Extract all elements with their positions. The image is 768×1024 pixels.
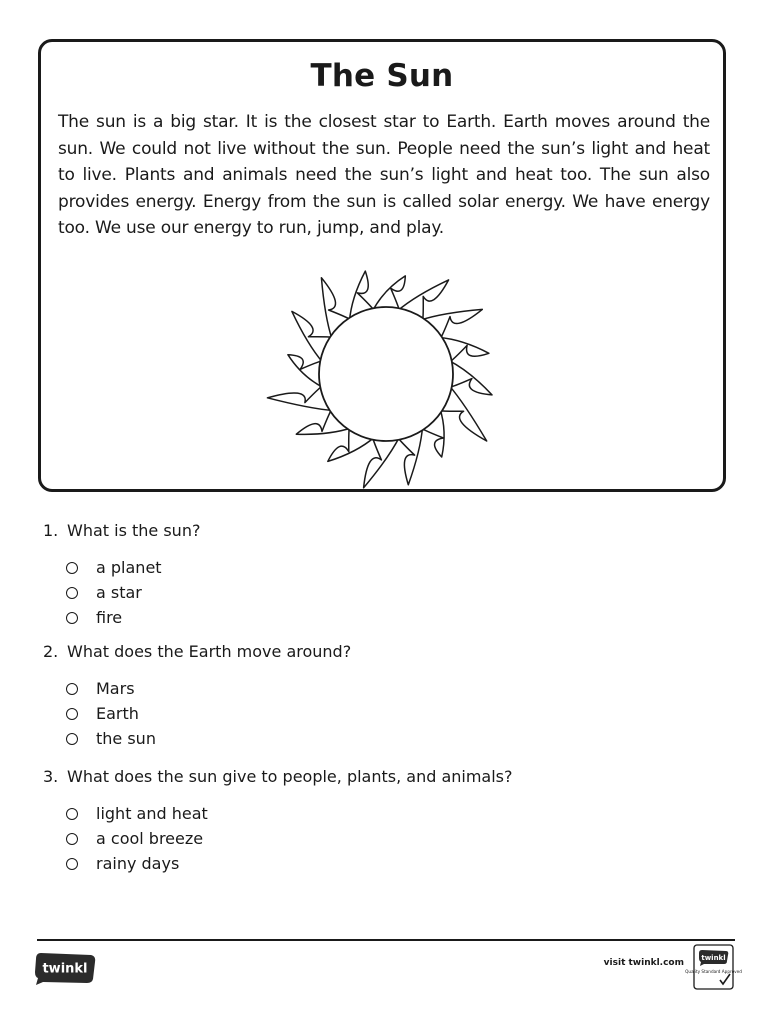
radio-circle-icon[interactable] bbox=[66, 587, 78, 599]
page-title: The Sun bbox=[310, 58, 454, 94]
radio-circle-icon[interactable] bbox=[66, 733, 78, 745]
radio-circle-icon[interactable] bbox=[66, 858, 78, 870]
question-3 bbox=[43, 765, 513, 876]
twinkl-logo-icon[interactable] bbox=[33, 950, 97, 986]
answer-option-label: a planet bbox=[96, 558, 162, 577]
radio-circle-icon[interactable] bbox=[66, 562, 78, 574]
answer-options bbox=[66, 801, 513, 876]
answer-options bbox=[66, 555, 200, 630]
sun-flame bbox=[449, 360, 493, 395]
quality-badge-icon bbox=[685, 944, 742, 990]
twinkl-logo-text: twinkl bbox=[42, 961, 88, 977]
answer-option[interactable] bbox=[66, 676, 351, 701]
sun-illustration-icon bbox=[271, 254, 501, 490]
question-text: What does the sun give to people, plants, and animals? bbox=[67, 766, 513, 786]
answer-option-label: a cool breeze bbox=[96, 829, 204, 848]
badge-brand-text: twinkl bbox=[701, 954, 726, 962]
answer-option[interactable] bbox=[66, 580, 200, 605]
answer-option-label: Earth bbox=[96, 704, 139, 723]
question-number: 2. bbox=[43, 641, 59, 661]
question-text: What is the sun? bbox=[67, 520, 201, 540]
reading-passage-box bbox=[38, 39, 726, 492]
radio-circle-icon[interactable] bbox=[66, 683, 78, 695]
question-text: What does the Earth move around? bbox=[67, 641, 352, 661]
radio-circle-icon[interactable] bbox=[66, 612, 78, 624]
answer-option-label: rainy days bbox=[96, 854, 180, 873]
answer-option-label: Mars bbox=[96, 679, 135, 698]
sun-flame bbox=[364, 437, 400, 488]
answer-option-label: light and heat bbox=[96, 804, 208, 823]
question-number: 1. bbox=[43, 520, 59, 540]
footer-divider bbox=[37, 939, 735, 941]
answer-option[interactable] bbox=[66, 701, 351, 726]
answer-options bbox=[66, 676, 351, 751]
answer-option[interactable] bbox=[66, 851, 513, 876]
question-2 bbox=[43, 640, 351, 751]
visit-website-link[interactable]: visit twinkl.com bbox=[603, 958, 684, 968]
answer-option-label: fire bbox=[96, 608, 123, 627]
answer-option-label: the sun bbox=[96, 729, 156, 748]
answer-option[interactable] bbox=[66, 826, 513, 851]
answer-option[interactable] bbox=[66, 801, 513, 826]
answer-option[interactable] bbox=[66, 605, 200, 630]
radio-circle-icon[interactable] bbox=[66, 833, 78, 845]
answer-option-label: a star bbox=[96, 583, 142, 602]
question-prompt bbox=[43, 519, 200, 541]
badge-caption-text: Quality Standard Approved bbox=[685, 969, 742, 974]
answer-option[interactable] bbox=[66, 726, 351, 751]
question-1 bbox=[43, 519, 200, 630]
radio-circle-icon[interactable] bbox=[66, 708, 78, 720]
radio-circle-icon[interactable] bbox=[66, 808, 78, 820]
question-prompt bbox=[43, 765, 513, 787]
question-number: 3. bbox=[43, 766, 59, 786]
reading-passage-text: The sun is a big star. It is the closest star to Earth. Earth moves around the sun. We could not live without the sun. People need the sun’s light and heat to live. Plants and animals need the sun’s light and heat too. The sun also provides energy. Energy from the sun is called solar energy. We have energy too. We use our energy to run, jump, and play. bbox=[58, 112, 710, 238]
question-prompt bbox=[43, 640, 351, 662]
answer-option[interactable] bbox=[66, 555, 200, 580]
